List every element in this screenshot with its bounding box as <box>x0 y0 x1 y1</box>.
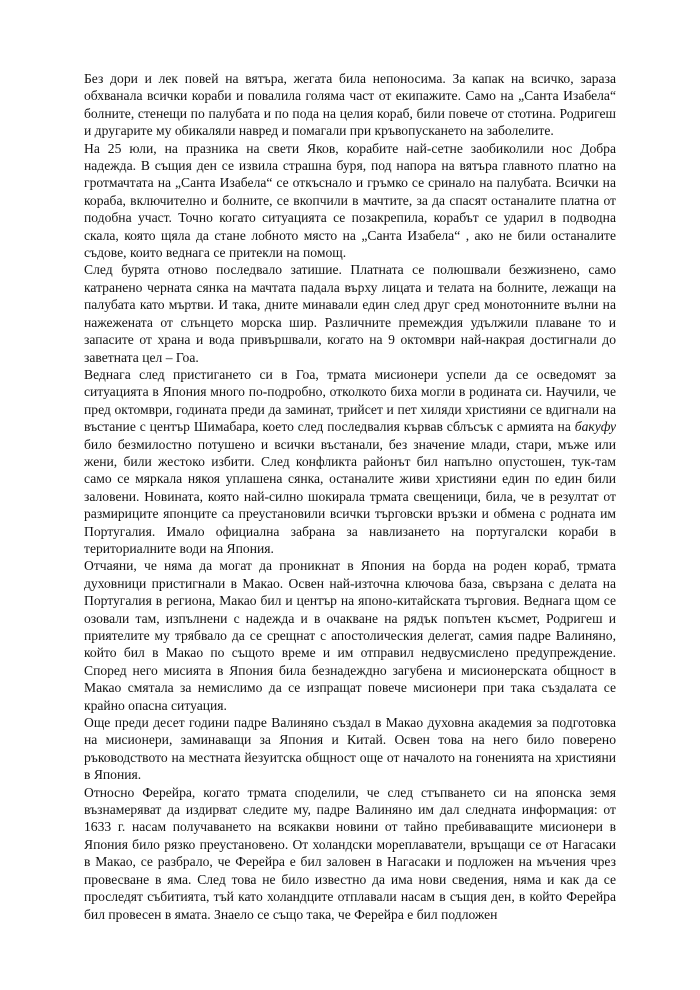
paragraph-4 <box>84 366 616 557</box>
paragraph-1: Без дори и лек повей на вятъра, жегата била непоносима. За капак на всичко, зараза обхванала всички кораби и повалила голяма част от екипажите. Само на „Санта Изабела“ болните, стенещи по палубата и по пода на целия кораб, били повече от стотина. Родригеш и другарите му обикаляли навред и помагали при кръвопускането на заболелите. <box>84 71 616 139</box>
paragraph-5: Отчаяни, че няма да могат да проникнат в Япония на борда на роден кораб, трмата духовници пристигнали в Макао. Освен най-източна ключова база, свързана с делата на Португалия в региона, Макао бил и център на японо-китайската търговия. Веднага щом се озовали там, изпълнени с надежда и в очакване на рядък попътен късмет, Родригеш и приятелите му трябвало да се срещнат с апостолическия делегат, самия падре Валиняно, който бил в Макао по същото време и им отправил недвусмислено предупреждение. Според него мисията в Япония била безнадеждно загубена и мисионерската общност в Макао смятала за немислимо да се изпращат повече мисионери при така създалата се крайно опасна ситуация. <box>84 558 616 713</box>
paragraph-4-part-2: било безмилостно потушено и всички въстанали, без значение млади, стари, мъже или жени, били жестоко избити. След конфликта районът бил напълно опустошен, тук-там само се мяркала някоя уплашена сянка, останалите живи християни един по един били заловени. Новината, която най-силно шокирала трмата свещеници, била, че в резултат от размириците японците са преустановили всички търговски връзки и обмена с родната им Португалия. Имало официална забрана за навлизането на португалски кораби в териториалните води на Япония. <box>84 436 616 556</box>
paragraph-3: След бурята отново последвало затишие. Платната се полюшвали безжизнено, само катранено черната сянка на мачтата падала върху лицата и телата на болните, лежащи на палубата като мъртви. И така, дните минавали един след друг сред монотонните вълни на нажежената от слънцето морска шир. Различните премеждия удължили плаване то и запасите от храна и вода привършвали, когато на 9 октомври най-накрая достигнали до заветната цел – Гоа. <box>84 262 616 365</box>
paragraph-4-italic-term: бакуфу <box>574 419 616 435</box>
paragraph-7: Относно Ферейра, когато трмата споделили, че след стъпването си на японска земя възнамеряват да издирват следите му, падре Валиняно им дал следната информация: от 1633 г. насам получаването на всякакви новини от тайно пребиваващите мисионери в Япония било рязко преустановено. От холандски мореплаватели, връщащи се от Нагасаки в Макао, се разбрало, че Ферейра е бил заловен в Нагасаки и подложен на мъчения чрез провесване в яма. След това не било известно да има нови сведения, няма и как да се проследят събитията, тъй като холандците отплавали насам в същия ден, в който Ферейра бил провесен в ямата. Знаело се също така, че Ферейра е бил подложен <box>84 784 616 922</box>
paragraph-4-part-1: Веднага след пристигането си в Гоа, трмата мисионери успели да се осведомят за ситуацията в Япония много по-подробно, отколкото биха могли в родината си. Научили, че пред октомври, годината преди да заминат, трийсет и пет хиляди християни се вдигнали на въстание с център Шимабара, което след последвалия кървав сблъсък с армията на <box>84 366 616 435</box>
document-page <box>84 70 616 923</box>
paragraph-6: Още преди десет години падре Валиняно създал в Макао духовна академия за подготовка на мисионери, заминаващи за Япония и Китай. Освен това на него било поверено ръководството на местната йезуитска общност още от началото на гоненията на християни в Япония. <box>84 715 616 783</box>
paragraph-2: На 25 юли, на празника на свети Яков, корабите най-сетне заобиколили нос Добра надежда. В същия ден се извила страшна буря, под напора на вятъра главното платно на гротмачтата на „Санта Изабела“ се откъснало и гръмко се сринало на палубата. Всички на кораба, включително и болните, се вкопчили в мачтите, за да спасят останалите платна от подобна участ. Точно когато ситуацията се позакрепила, корабът се ударил в подводна скала, която щяла да стане лобното място на „Санта Изабела“ , ако не били останалите съдове, които веднага се притекли на помощ. <box>84 140 616 261</box>
